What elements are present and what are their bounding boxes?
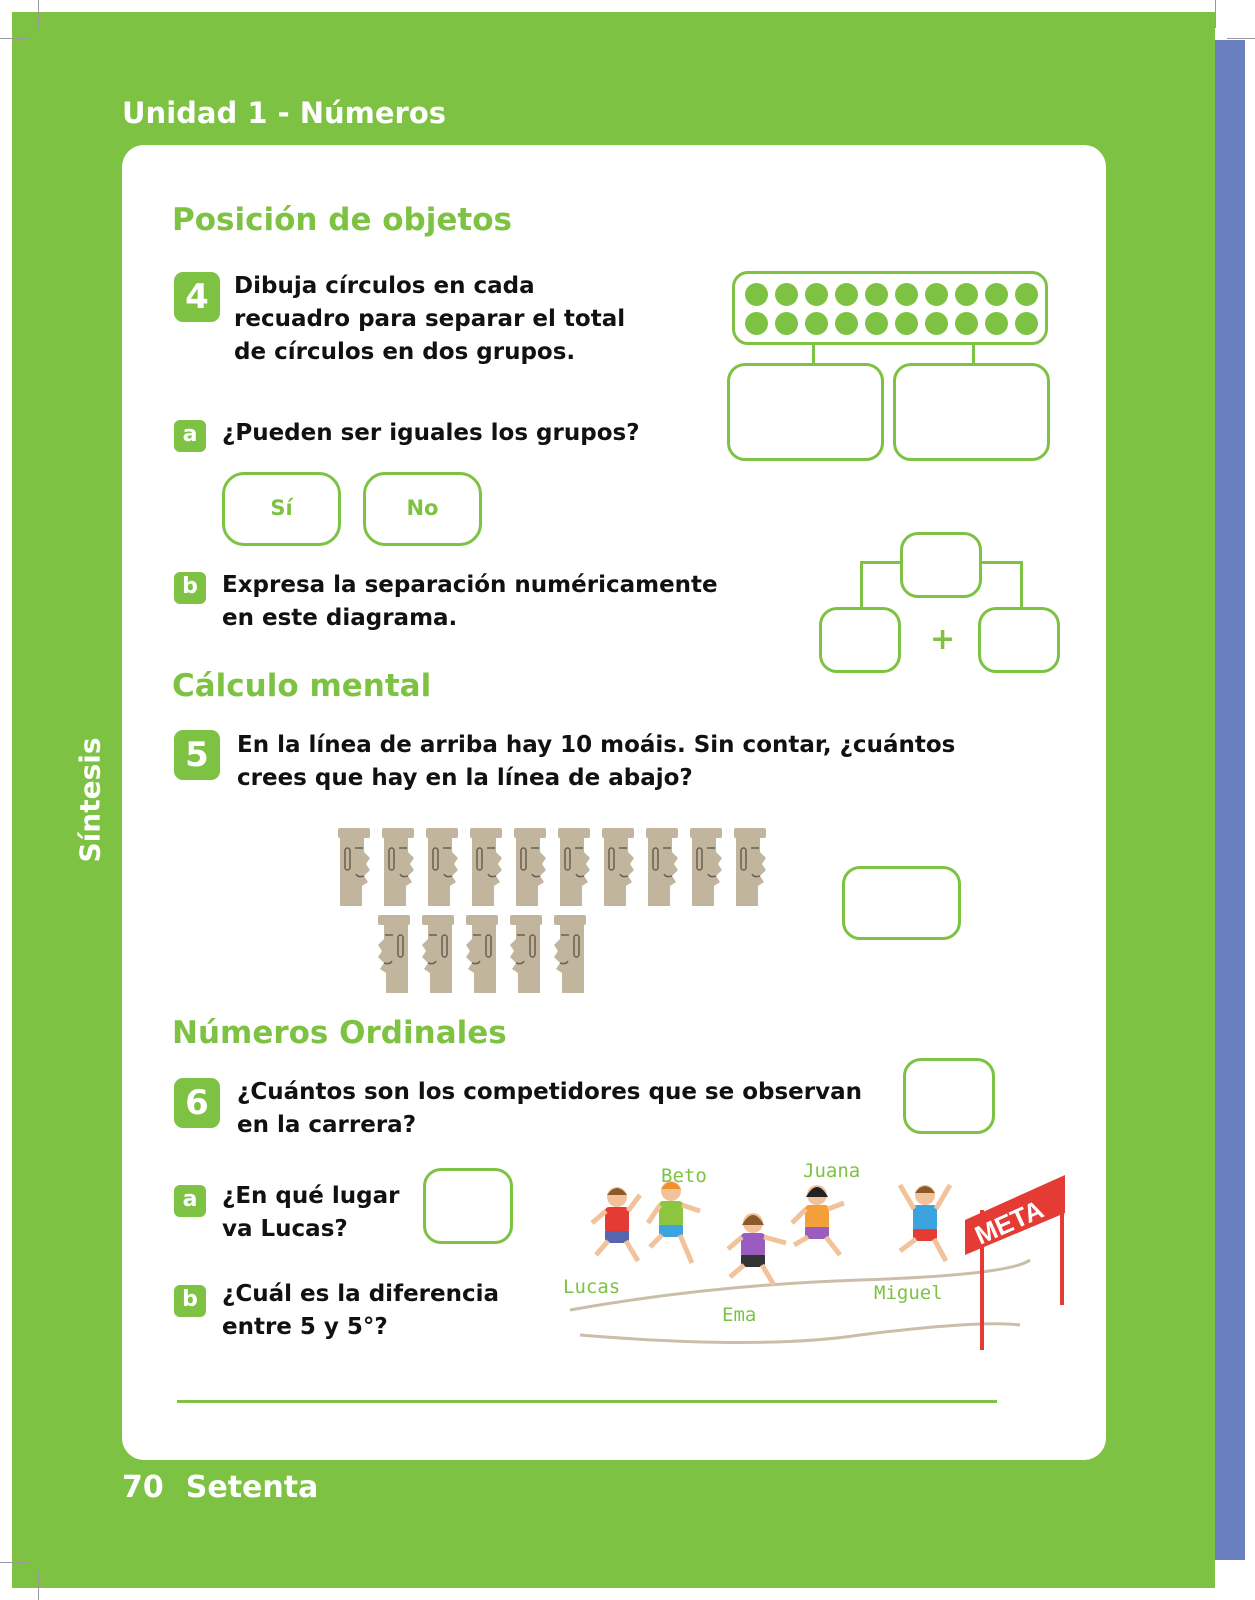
moai-figure [602, 828, 634, 906]
section-title-ordinals: Números Ordinales [172, 1015, 507, 1051]
diagram-connector [979, 561, 1023, 564]
circle-dot [805, 312, 828, 335]
moai-figure [426, 828, 458, 906]
group-box-left[interactable] [727, 363, 884, 461]
crop-mark [38, 0, 39, 28]
circle-dot [805, 283, 828, 306]
race-illustration [560, 1095, 1080, 1355]
connector-line [972, 345, 975, 365]
diagram-connector [860, 561, 863, 611]
crop-mark [1227, 38, 1255, 39]
runner-label-lucas: Lucas [563, 1276, 621, 1298]
dot-total-box [732, 271, 1048, 345]
circle-dot [835, 312, 858, 335]
crop-mark [38, 1572, 39, 1600]
moai-figure [554, 915, 586, 993]
option-no-button[interactable]: No [363, 472, 482, 546]
lucas-question: ¿En qué lugar va Lucas? [222, 1183, 400, 1242]
connector-line [812, 345, 815, 365]
moai-figure [470, 828, 502, 906]
moai-figure [466, 915, 498, 993]
moai-figure [510, 915, 542, 993]
crop-mark [1215, 0, 1216, 28]
runner-label-ema: Ema [722, 1304, 757, 1326]
runner-label-miguel: Miguel [874, 1282, 943, 1304]
part-b-label: b [174, 1285, 206, 1317]
exercise-number-5: 5 [174, 730, 220, 780]
track-line [580, 1324, 1020, 1343]
diagram-part-box-right[interactable] [978, 607, 1060, 673]
moai-figure [378, 915, 410, 993]
diagram-part-box-left[interactable] [819, 607, 901, 673]
moai-figure [558, 828, 590, 906]
moai-figure [422, 915, 454, 993]
circle-dot [925, 312, 948, 335]
exercise-number-6: 6 [174, 1078, 220, 1128]
moai-illustration [330, 820, 800, 1000]
section-title-position: Posición de objetos [172, 202, 512, 238]
finish-sign-text: META [970, 1193, 1048, 1251]
exercise-number-4: 4 [174, 272, 220, 322]
moai-answer-box[interactable] [842, 866, 961, 940]
circle-dot [1015, 283, 1038, 306]
plus-sign: + [930, 622, 956, 657]
exercise-5-text: En la línea de arriba hay 10 moáis. Sin contar, ¿cuántos crees que hay en la línea de abajo? [237, 732, 956, 791]
exercise-4-text: Dibuja círculos en cada recuadro para separar el total de círculos en dos grupos. [234, 273, 626, 365]
page-footer [122, 1470, 340, 1505]
option-yes-button[interactable]: Sí [222, 472, 341, 546]
runner-miguel [900, 1185, 950, 1261]
crop-mark [0, 1562, 28, 1563]
moai-figure [338, 828, 370, 906]
part-a-label: a [174, 420, 206, 452]
circle-dot [865, 283, 888, 306]
side-label: Síntesis [73, 737, 107, 863]
page-word: Setenta [185, 1470, 319, 1505]
diagram-connector [860, 561, 904, 564]
track-line [570, 1260, 1030, 1310]
circle-dot [745, 312, 768, 335]
moai-figure [646, 828, 678, 906]
diagram-connector [1020, 561, 1023, 611]
runner-label-beto: Beto [661, 1165, 707, 1187]
circle-dot [775, 283, 798, 306]
part-a-label: a [174, 1185, 206, 1217]
runner-juana [792, 1185, 844, 1255]
part-b-label: b [174, 572, 206, 604]
moai-figure [734, 828, 766, 906]
crop-mark [0, 38, 28, 39]
exercise-6-text: ¿Cuántos son los competidores que se observan en la carrera? [237, 1079, 863, 1138]
lucas-answer-box[interactable] [423, 1168, 513, 1244]
circle-dot [955, 312, 978, 335]
diagram-total-box[interactable] [900, 532, 982, 598]
unit-title: Unidad 1 - Números [122, 96, 447, 130]
runner-lucas [592, 1187, 640, 1261]
circle-dot [985, 283, 1008, 306]
circle-dot [865, 312, 888, 335]
circle-dot [925, 283, 948, 306]
circle-dot [955, 283, 978, 306]
circle-dot [985, 312, 1008, 335]
runner-beto [648, 1181, 700, 1263]
circle-dot [775, 312, 798, 335]
circle-dot [835, 283, 858, 306]
difference-question: ¿Cuál es la diferencia entre 5 y 5°? [222, 1281, 500, 1340]
page-number: 70 [122, 1470, 164, 1505]
runner-label-juana: Juana [803, 1160, 861, 1182]
runner-ema [728, 1213, 786, 1285]
circle-dot [1015, 312, 1038, 335]
section-title-mental: Cálculo mental [172, 668, 432, 704]
part-a-question: ¿Pueden ser iguales los grupos? [222, 420, 640, 446]
circle-dot [895, 283, 918, 306]
group-box-right[interactable] [893, 363, 1050, 461]
moai-figure [382, 828, 414, 906]
moai-figure [690, 828, 722, 906]
part-b-text: Expresa la separación numéricamente en este diagrama. [222, 572, 718, 631]
circle-dot [895, 312, 918, 335]
difference-answer-line[interactable] [177, 1400, 997, 1403]
circle-dot [745, 283, 768, 306]
page-edge-band [1215, 40, 1245, 1560]
moai-figure [514, 828, 546, 906]
